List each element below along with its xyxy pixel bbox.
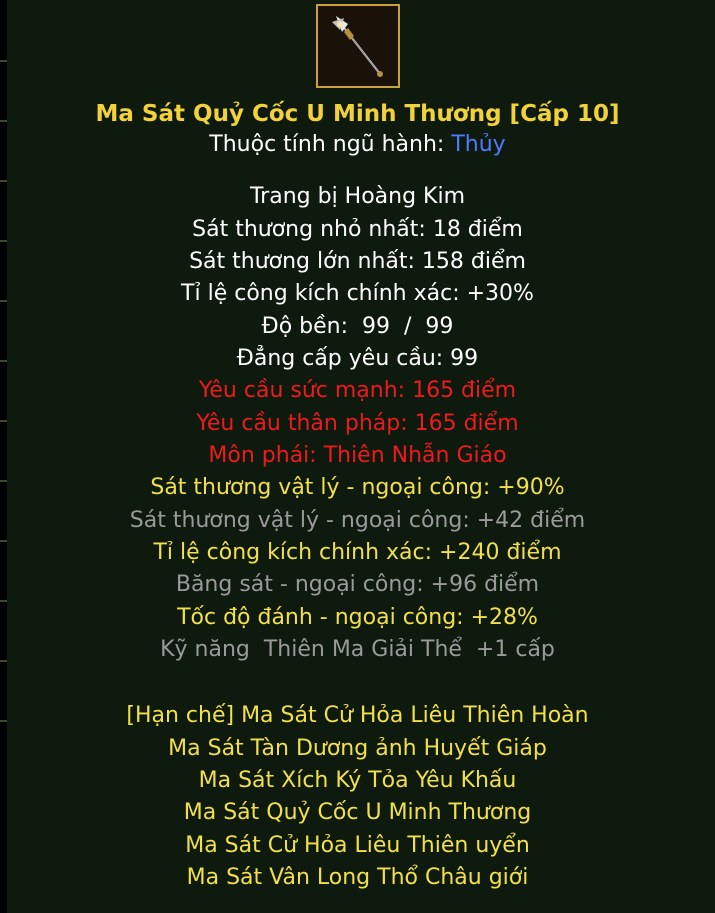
spear-weapon-icon [316,4,400,88]
restriction-item: Ma Sát Quỷ Cốc U Minh Thương [183,800,532,826]
stat-row: Băng sát - ngoại công: +96 điểm [175,572,540,598]
stat-row: Môn phái: Thiên Nhẫn Giáo [208,442,507,468]
stat-row: Yêu cầu sức mạnh: 165 điểm [198,378,517,404]
restriction-item: Ma Sát Cử Hỏa Liêu Thiên uyển [185,832,530,858]
restriction-header: [Hạn chế] Ma Sát Cử Hỏa Liêu Thiên Hoàn [126,703,589,729]
item-stats-list [0,181,715,666]
element-value: Thủy [451,131,506,157]
stat-row: Sát thương vật lý - ngoại công: +42 điểm [129,507,586,533]
stat-row: Kỹ năng Thiên Ma Giải Thể +1 cấp [160,636,555,662]
restriction-item: Ma Sát Xích Ký Tỏa Yêu Khấu [198,767,517,793]
window-edge-strip [0,0,7,913]
restriction-item: Ma Sát Tàn Dương ảnh Huyết Giáp [168,735,547,761]
stat-row: Tỉ lệ công kích chính xác: +240 điểm [153,539,562,565]
stat-row: Trang bị Hoàng Kim [249,184,466,210]
stat-row: Sát thương vật lý - ngoại công: +90% [150,475,565,501]
stat-row: Độ bền: 99 / 99 [261,313,454,339]
item-element-line [209,131,505,160]
stat-row: Yêu cầu thân pháp: 165 điểm [196,410,519,436]
set-restriction-list [0,700,715,894]
restriction-item: Ma Sát Vân Long Thổ Châu giới [186,864,529,890]
stat-row: Sát thương nhỏ nhất: 18 điểm [192,216,523,242]
item-title: Ma Sát Quỷ Cốc U Minh Thương [Cấp 10] [95,101,620,127]
stat-row: Tỉ lệ công kích chính xác: +30% [181,281,534,307]
stat-row: Sát thương lớn nhất: 158 điểm [189,249,526,274]
stat-row: Tốc độ đánh - ngoại công: +28% [177,604,538,630]
element-label: Thuộc tính ngũ hành: [209,131,445,157]
stat-row: Đẳng cấp yêu cầu: 99 [236,345,479,371]
